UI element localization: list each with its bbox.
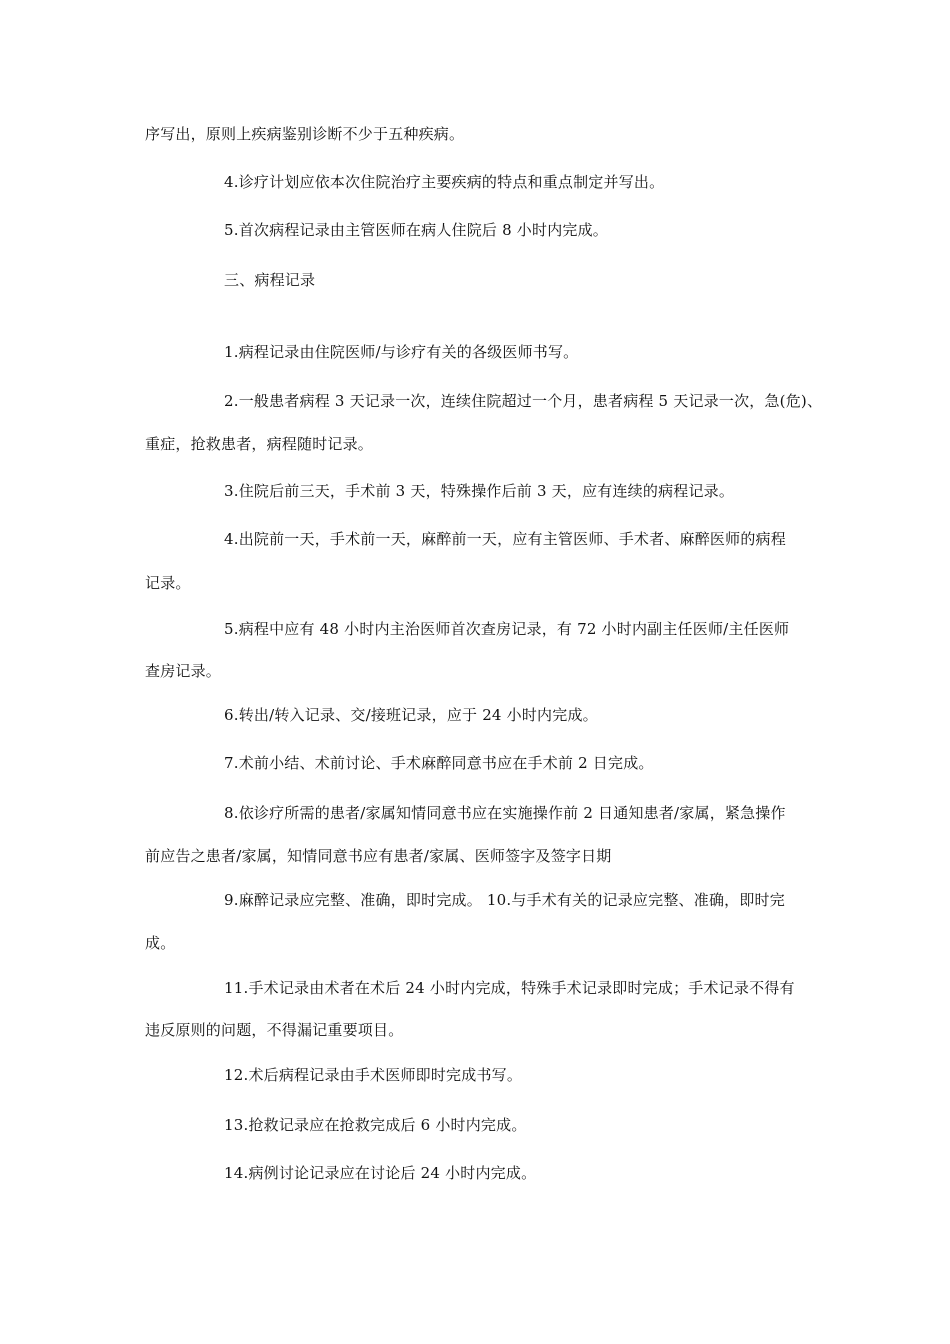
paragraph-line: 5.病程中应有 48 小时内主治医师首次查房记录，有 72 小时内副主任医师/主任医师 bbox=[224, 620, 790, 638]
paragraph-line: 重症，抢救患者，病程随时记录。 bbox=[145, 435, 374, 453]
paragraph-line: 成。 bbox=[145, 934, 176, 952]
paragraph-line: 9.麻醉记录应完整、准确，即时完成。 10.与手术有关的记录应完整、准确，即时完 bbox=[224, 891, 785, 909]
paragraph-line: 查房记录。 bbox=[145, 662, 222, 680]
paragraph-line: 2.一般患者病程 3 天记录一次，连续住院超过一个月，患者病程 5 天记录一次，急(危)、 bbox=[224, 392, 823, 410]
paragraph-line: 6.转出/转入记录、交/接班记录，应于 24 小时内完成。 bbox=[224, 706, 598, 724]
paragraph-line: 12.术后病程记录由手术医师即时完成书写。 bbox=[224, 1066, 523, 1084]
paragraph-line: 14.病例讨论记录应在讨论后 24 小时内完成。 bbox=[224, 1164, 537, 1182]
paragraph-line: 5.首次病程记录由主管医师在病人住院后 8 小时内完成。 bbox=[224, 221, 608, 239]
paragraph-line: 4.诊疗计划应依本次住院治疗主要疾病的特点和重点制定并写出。 bbox=[224, 173, 665, 191]
paragraph-line: 7.术前小结、术前讨论、手术麻醉同意书应在手术前 2 日完成。 bbox=[224, 754, 654, 772]
paragraph-line: 4.出院前一天，手术前一天，麻醉前一天，应有主管医师、手术者、麻醉医师的病程 bbox=[224, 530, 786, 548]
paragraph-line: 违反原则的问题，不得漏记重要项目。 bbox=[145, 1021, 404, 1039]
paragraph-line: 记录。 bbox=[145, 574, 191, 592]
paragraph-line: 13.抢救记录应在抢救完成后 6 小时内完成。 bbox=[224, 1116, 527, 1134]
paragraph-line: 1.病程记录由住院医师/与诊疗有关的各级医师书写。 bbox=[224, 343, 579, 361]
paragraph-line: 8.依诊疗所需的患者/家属知情同意书应在实施操作前 2 日通知患者/家属，紧急操作 bbox=[224, 804, 786, 822]
section-heading: 三、病程记录 bbox=[224, 271, 316, 289]
paragraph-line: 3.住院后前三天，手术前 3 天，特殊操作后前 3 天，应有连续的病程记录。 bbox=[224, 482, 735, 500]
paragraph-line: 前应告之患者/家属，知情同意书应有患者/家属、医师签字及签字日期 bbox=[145, 847, 612, 865]
paragraph-line: 序写出，原则上疾病鉴别诊断不少于五种疾病。 bbox=[145, 125, 465, 143]
paragraph-line: 11.手术记录由术者在术后 24 小时内完成，特殊手术记录即时完成；手术记录不得有 bbox=[224, 979, 795, 997]
